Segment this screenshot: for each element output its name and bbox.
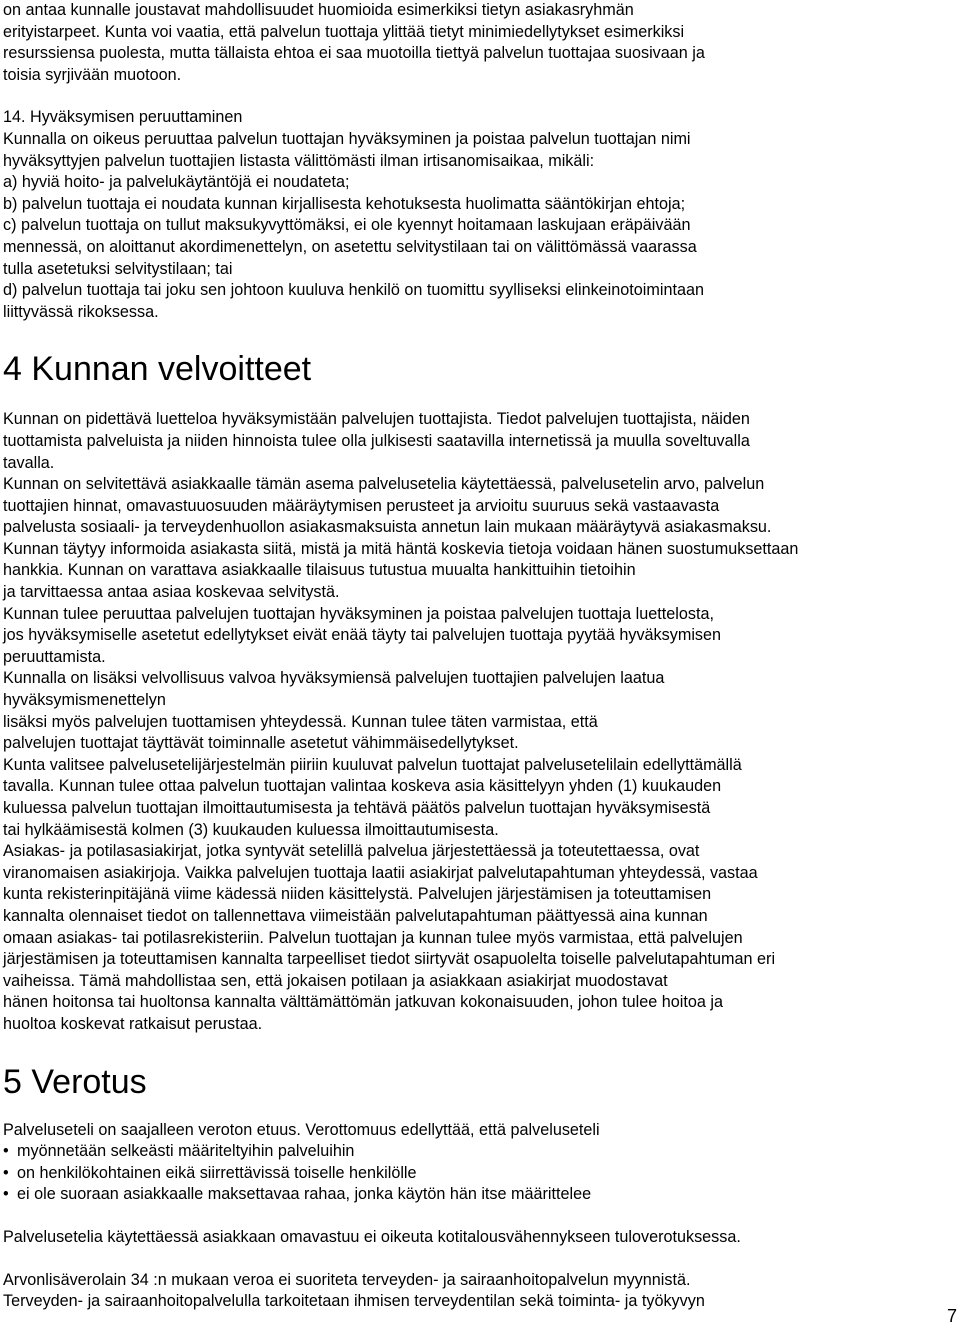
section4-line: kuluessa palvelun tuottajan ilmoittautumisesta ja tehtävä päätös palvelun tuottajan hyväksymisestä [3,799,711,817]
section14-line: d) palvelun tuottaja tai joku sen johtoon kuuluva henkilö on tuomittu syylliseksi elinkeinotoimintaan [3,281,704,300]
section4-line: Kunnan on pidettävä luetteloa hyväksymistään palvelujen tuottajista. Tiedot palvelujen tuottajista, näiden [3,410,750,429]
bullet-item [3,1184,953,1206]
intro-line: erityistarpeet. Kunta voi vaatia, että palvelun tuottaja ylittää tietyt minimiedellytykset esimerkiksi [3,22,685,41]
section4-line: jos hyväksymiselle asetetut edellytykset eivät enää täyty tai palvelujen tuottaja pyytää hyväksymisen [3,626,722,645]
section4-line: hankkia. Kunnan on varattava asiakkaalle tilaisuus tutustua muualta hankittuihin tietoihin [3,561,636,580]
section5-para3-line: Terveyden- ja sairaanhoitopalvelulla tarkoitetaan ihmisen terveydentilan sekä toiminta- ja työkyvyn [3,1292,705,1311]
verotus-household-deduction-text: Palvelusetelia käytettäessä asiakkaan omavastuu ei oikeuta kotitalousvähennykseen tuloverotuksessa. [3,1227,741,1246]
heading-kunnan-velvoitteet: 4 Kunnan velvoitteet [3,350,312,389]
section14-line: hyväksyttyjen palvelun tuottajien listasta välittömästi ilman irtisanomisaikaa, mikäli: [3,151,595,170]
page-number: 7 [946,1306,957,1326]
section4-line: tuottamista palveluista ja niiden hinnoista tulee olla julkisesti saatavilla internetissä ja muulla soveltuvalla [3,431,750,450]
intro-line: on antaa kunnalle joustavat mahdollisuudet huomioida esimerkiksi tietyn asiakasryhmän [3,1,634,19]
section4-line: Kunnalla on lisäksi velvollisuus valvoa hyväksymiensä palvelujen tuottajien palvelujen laatua [3,669,665,688]
section14-line: Kunnalla on oikeus peruuttaa palvelun tuottajan hyväksyminen ja poistaa palvelun tuottajan nimi [3,129,691,148]
section4-line: Kunnan on selvitettävä asiakkaalle tämän asema palvelusetelia käytettäessä, palvelusetelin arvo, palvelun [3,475,765,494]
section4-line: Kunnan tulee peruuttaa palvelujen tuottajan hyväksyminen ja poistaa palvelujen tuottaja luettelosta, [3,604,714,623]
section4-line: huoltoa koskevat ratkaisut perustaa. [3,1014,263,1033]
section14-line: 14. Hyväksymisen peruuttaminen [3,108,243,127]
bullet-icon: • [3,1163,9,1182]
section14-line: a) hyviä hoito- ja palvelukäytäntöjä ei noudateta; [3,173,350,192]
section4-line: vaiheissa. Tämä mahdollistaa sen, että jokaisen potilaan ja asiakkaan asiakirjat muodostavat [3,971,668,990]
bullet-text: on henkilökohtainen eikä siirrettävissä toiselle henkilölle [17,1163,417,1182]
section4-line: hyväksymismenettelyn [3,691,166,710]
section4-line: kannalta olennaiset tiedot on tallennettava viimeistään palvelutapahtuman päättyessä aina kunnan [3,906,708,925]
section4-line: peruuttamista. [3,647,106,666]
section4-line: Kunnan täytyy informoida asiakasta siitä, mistä ja mitä häntä koskevia tietoja voidaan hänen suostumuksettaan [3,539,799,558]
bullet-icon: • [3,1142,9,1161]
bullet-item [3,1163,953,1185]
section4-line: hänen hoitonsa tai huoltonsa kannalta välttämättömän jatkuvan kokonaisuuden, johon tulee hoitoa ja [3,993,723,1012]
spacer [3,1206,953,1227]
intro-line: toisia syrjivään muotoon. [3,65,182,84]
section4-line: ja tarvittaessa antaa asiaa koskevaa selvitystä. [3,583,340,602]
bullet-icon: • [3,1185,9,1204]
verotus-intro-text: Palveluseteli on saajalleen veroton etuus. Verottomuus edellyttää, että palveluseteli [3,1120,600,1139]
verotus-bullet-list [3,1141,953,1206]
section5-para3-line: Arvonlisäverolain 34 :n mukaan veroa ei suoriteta terveyden- ja sairaanhoitopalvelun myynnistä. [3,1270,691,1289]
bullet-text: myönnetään selkeästi määriteltyihin palveluihin [17,1142,355,1161]
document-page [3,0,953,1313]
verotus-vat-paragraph [3,1270,953,1313]
section14-line: liittyvässä rikoksessa. [3,302,159,321]
bullet-text: ei ole suoraan asiakkaalle maksettavaa rahaa, jonka käytön hän itse määrittelee [17,1185,592,1204]
section-14-hyvaksymisen-peruuttaminen [3,107,953,323]
spacer [3,86,953,107]
section14-line: c) palvelun tuottaja on tullut maksukyvyttömäksi, ei ole kyennyt hoitamaan laskujaan eräpäivään [3,216,691,235]
intro-line: resurssiensa puolesta, mutta tällaista ehtoa ei saa muotoilla tiettyä palvelun tuottajaa suosivaan ja [3,44,705,63]
spacer [3,1249,953,1270]
section4-line: tavalla. [3,453,55,472]
section4-line: omaan asiakas- tai potilasrekisteriin. Palvelun tuottajan ja kunnan tulee myös varmistaa, että palvelujen [3,928,743,947]
section4-line: kunta rekisterinpitäjänä viime kädessä niiden käsittelystä. Palvelujen järjestämisen ja toteuttamisen [3,885,712,904]
section14-line: b) palvelun tuottaja ei noudata kunnan kirjallisesta kehotuksesta huolimatta sääntökirjan ehtoja; [3,194,686,213]
section4-line: tavalla. Kunnan tulee ottaa palvelun tuottajan valintaa koskeva asia käsittelyyn yhden (1) kuukauden [3,777,722,796]
section4-line: tai hylkäämisestä kolmen (3) kuukauden kuluessa ilmoittautumisesta. [3,820,499,839]
bullet-item [3,1141,953,1163]
section4-line: viranomaisen asiakirjoja. Vaikka palvelujen tuottaja laatii asiakirjat palvelutapahtuman yhteydessä, vastaa [3,863,758,882]
heading-verotus: 5 Verotus [3,1062,147,1101]
section4-line: palvelujen tuottajat täyttävät toiminnalle asetetut vähimmäisedellytykset. [3,734,519,753]
intro-paragraph [3,0,953,86]
section4-line: järjestämisen ja toteuttamisen kannalta tarpeelliset tiedot siirtyvät osapuolelta toiselle palvelutapahtuman eri [3,950,776,969]
section4-line: Asiakas- ja potilasasiakirjat, jotka syntyvät setelillä palvelua järjestettäessä ja toteutettaessa, ovat [3,842,700,861]
section14-line: mennessä, on aloittanut akordimenettelyn, on asetettu selvitystilaan tai on välittömässä vaarassa [3,237,697,256]
section14-line: tulla asetetuksi selvitystilaan; tai [3,259,233,278]
section4-line: lisäksi myös palvelujen tuottamisen yhteydessä. Kunnan tulee täten varmistaa, että [3,712,598,731]
section4-line: tuottajien hinnat, omavastuuosuuden määräytymisen perusteet ja arvioitu suuruus sekä vastaavasta [3,496,720,515]
section-4-body [3,409,953,1035]
section4-line: Kunta valitsee palvelusetelijärjestelmän piiriin kuuluvat palvelun tuottajat palvelusetelilain edellyttämällä [3,755,742,774]
section4-line: palvelusta sosiaali- ja terveydenhuollon asiakasmaksuista annetun lain mukaan määräytyvä asiakasmaksu. [3,518,772,537]
